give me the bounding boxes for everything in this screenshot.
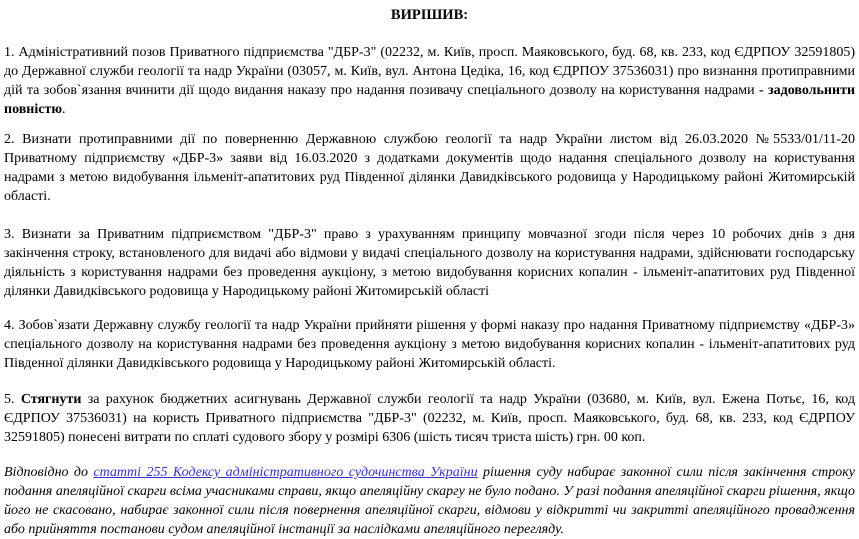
clause-3-text: 3. Визнати за Приватним підприємством "ДБР-3" право з урахуванням принципу мовчазної згоди після через 10 робочих днів з дня закінчення строку, встановленого для видачі або відмови у видачі спеціального дозволу на користування надрами, здійснювати господарську діяльність з користування надрами без проведення аукціону, з метою видобування корисних копалин - ільменіт-апатитових руд Південної ділянки Давидківського родовища у Народицькому районі Житомирській області [4,227,855,299]
clause-5-text: за рахунок бюджетних асигнувань Державної служби геології та надр України (03680, м. Київ, вул. Ежена Потьє, 16, код ЄДРПОУ 37536031) на користь Приватного підприємства "ДБР-3" (02232, м. Київ, просп. Маяковського, буд. 68, кв. 233, код ЄДРПОУ 32591805) понесені витрати по сплаті судового збору у розмірі 6306 (шість тисяч триста шість) грн. 00 коп. [4,392,856,445]
appeal-prefix: Відповідно до [4,465,94,480]
clause-1-end: . [62,102,66,117]
clause-2 [4,130,855,206]
appeal-text: рішення суду набирає законної сили після закінчення строку подання апеляційної скарги всіма учасниками справи, якщо апеляційну скаргу не було подано. У разі подання апеляційної скарги рішення, якщо його не скасовано, набирає законної сили після повернення апеляційної скарги, відмови у відкритті чи закритті апеляційного провадження або прийняття постанови судом апеляційної інстанції за наслідками апеляційного перегляду. [4,465,855,537]
clause-4 [4,316,855,373]
clause-3 [4,225,855,301]
clause-5-number: 5. [4,392,21,407]
clause-2-text: 2. Визнати протиправними дії по поверненню Державною службою геології та надр України листом від 26.03.2020 №5533/01/11-20 Приватному підприємству «ДБР-3» заяви від 16.03.2020 з додатками документів щодо надання спеціального дозволу на користування надрами з метою видобування ільменіт-апатитових руд Південної ділянки Давидківського родовища у Народицькому районі Житомирській області. [4,132,855,204]
decision-heading: ВИРІШИВ: [390,7,469,23]
appeal-notice [4,463,855,539]
clause-1-verdict: - задовольнити повністю [4,83,856,117]
clause-5 [4,390,855,447]
clause-5-verb: Стягнути [20,392,82,407]
document-page [0,6,859,537]
clause-4-text: 4. Зобов`язати Державну службу геології та надр України прийняти рішення у формі наказу про надання Приватному підприємству «ДБР-3» спеціального дозволу на користування надрами без проведення аукціону з метою видобування корисних копалин - ільменіт-апатитових руд Південної ділянки Давидківського родовища у Народицькому районі Житомирській області. [4,318,855,371]
law-article-link[interactable]: статті 255 Кодексу адміністративного судочинства України [93,465,478,480]
clause-1-text: 1. Адміністративний позов Приватного підприємства "ДБР-3" (02232, м. Київ, просп. Маяковського, буд. 68, кв. 233, код ЄДРПОУ 32591805) до Державної служби геології та надр України (03057, м. Київ, вул. Антона Цедіка, 16, код ЄДРПОУ 37536031) про визнання протиправними дій та зобов`язання вчинити дії щодо видання наказу про надання позивачу спеціального дозволу на користування надрами [4,45,855,98]
clause-1 [4,43,855,119]
